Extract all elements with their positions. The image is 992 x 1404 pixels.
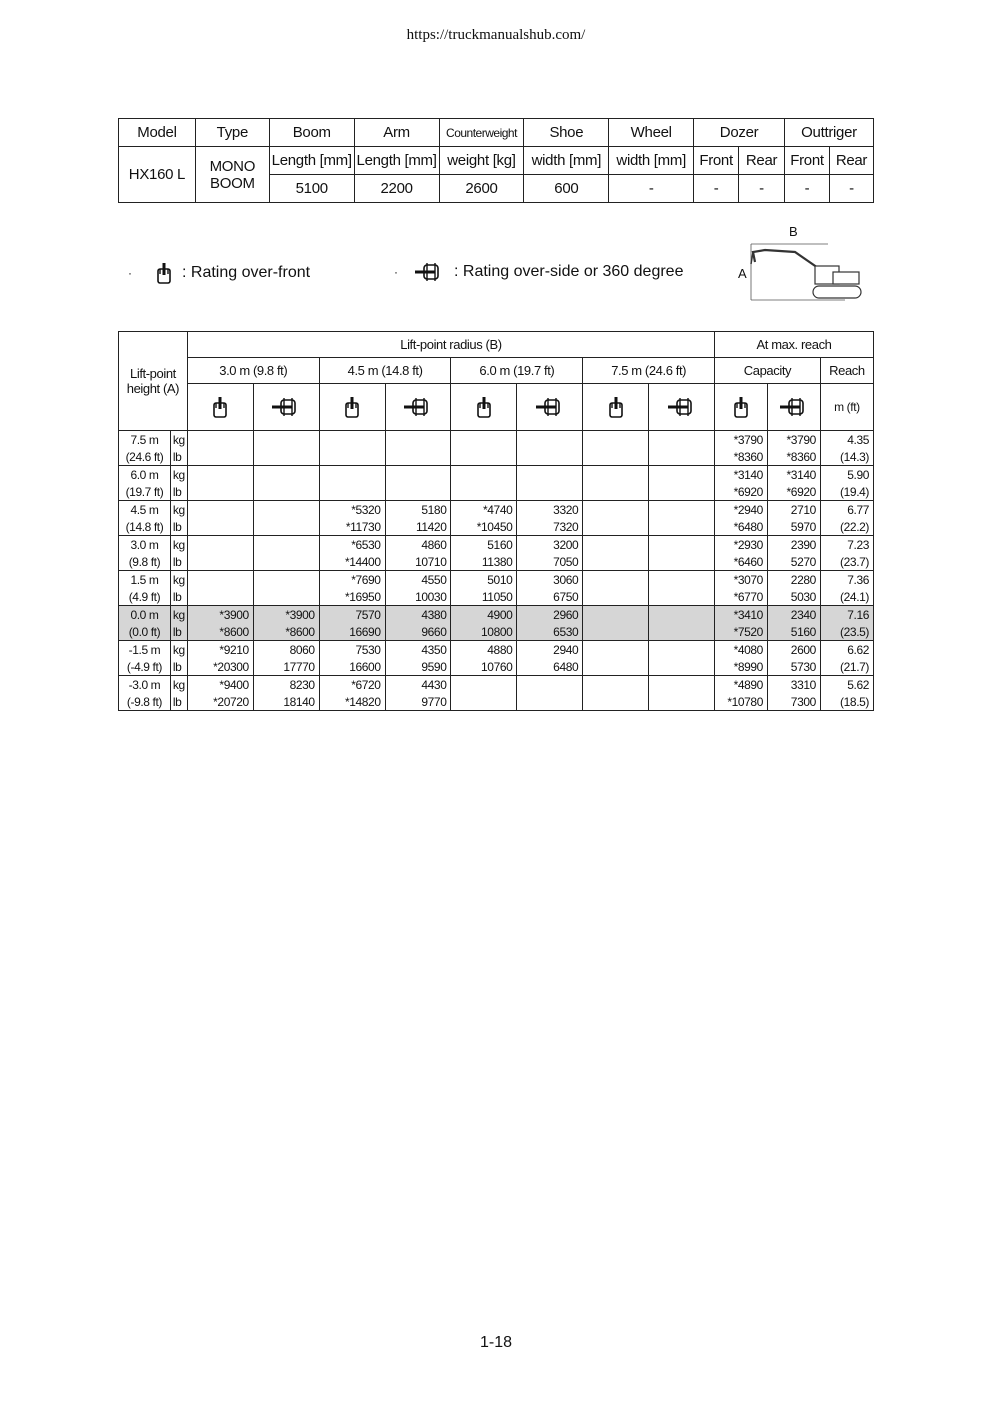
load-value-cell — [583, 553, 649, 571]
load-value-cell — [583, 431, 649, 449]
load-value-cell: 5970 — [767, 518, 820, 536]
load-value-cell — [385, 431, 451, 449]
load-value-cell: 6480 — [517, 658, 583, 676]
diagram-label-a: A — [738, 266, 747, 281]
legend-front-label: : Rating over-front — [182, 264, 311, 281]
unit-label: kg — [170, 466, 187, 484]
load-value-cell: *8600 — [187, 623, 253, 641]
load-value-cell — [253, 501, 319, 519]
load-value-cell — [517, 448, 583, 466]
load-value-cell — [385, 483, 451, 501]
over-side-icon — [414, 262, 444, 282]
load-value-cell: 6750 — [517, 588, 583, 606]
load-value-cell: 10710 — [385, 553, 451, 571]
load-value-cell — [583, 466, 649, 484]
load-value-cell: *8990 — [715, 658, 768, 676]
spec-header-boom: Boom — [269, 119, 354, 147]
load-value-cell: 4550 — [385, 571, 451, 589]
load-value-cell: 4860 — [385, 536, 451, 554]
load-value-cell: *8360 — [767, 448, 820, 466]
load-value-cell: 18140 — [253, 693, 319, 711]
lift-height-ft: (24.6 ft) — [119, 448, 171, 466]
spec-subheader-row — [119, 147, 874, 175]
reach-header: Reach — [820, 358, 873, 384]
load-value-cell — [517, 431, 583, 449]
unit-label: lb — [170, 553, 187, 571]
load-row-kg — [119, 501, 874, 519]
load-value-cell: 7320 — [517, 518, 583, 536]
load-value-cell: *3790 — [715, 431, 768, 449]
spec-sub-counterweight: weight [kg] — [439, 147, 524, 175]
load-value-cell: 7530 — [319, 641, 385, 659]
spec-header-shoe: Shoe — [524, 119, 609, 147]
load-row-kg — [119, 571, 874, 589]
load-value-cell: 4350 — [385, 641, 451, 659]
unit-label: lb — [170, 448, 187, 466]
load-value-cell — [649, 623, 715, 641]
load-value-cell: 7300 — [767, 693, 820, 711]
spec-type — [195, 147, 269, 203]
load-value-cell: *7690 — [319, 571, 385, 589]
load-value-cell — [253, 448, 319, 466]
load-value-cell: *3900 — [253, 606, 319, 624]
spec-value-shoe: 600 — [524, 175, 609, 203]
spec-value-boom: 5100 — [269, 175, 354, 203]
load-value-cell: 2280 — [767, 571, 820, 589]
load-value-cell — [253, 431, 319, 449]
load-value-cell: 4430 — [385, 676, 451, 694]
load-value-cell: 3200 — [517, 536, 583, 554]
load-value-cell — [319, 483, 385, 501]
load-value-cell: *6480 — [715, 518, 768, 536]
spec-header-model: Model — [119, 119, 196, 147]
load-value-cell: 2960 — [517, 606, 583, 624]
spec-sub-dozer-front: Front — [694, 147, 739, 175]
load-value-cell: (21.7) — [820, 658, 873, 676]
lift-point-header — [119, 332, 188, 431]
load-value-cell: *16950 — [319, 588, 385, 606]
load-value-cell: (14.3) — [820, 448, 873, 466]
spec-table — [118, 118, 874, 203]
load-value-cell — [385, 448, 451, 466]
spec-sub-boom: Length [mm] — [269, 147, 354, 175]
over-front-icon — [187, 384, 253, 431]
lift-height-m: 3.0 m — [119, 536, 171, 554]
load-value-cell — [187, 518, 253, 536]
spec-value-outtriger-front: - — [785, 175, 830, 203]
spec-header-arm: Arm — [354, 119, 439, 147]
spec-type-line1: MONO — [209, 157, 256, 175]
load-value-cell — [517, 676, 583, 694]
spec-header-type: Type — [195, 119, 269, 147]
load-value-cell — [583, 623, 649, 641]
load-value-cell — [583, 448, 649, 466]
lift-height-m: 4.5 m — [119, 501, 171, 519]
load-value-cell: *20300 — [187, 658, 253, 676]
spec-sub-outtriger-rear: Rear — [829, 147, 873, 175]
load-value-cell — [451, 431, 517, 449]
load-value-cell — [187, 431, 253, 449]
load-value-cell: 4.35 — [820, 431, 873, 449]
load-value-cell — [451, 466, 517, 484]
load-value-cell — [253, 466, 319, 484]
load-header-row-2 — [119, 358, 874, 384]
load-row-lb — [119, 483, 874, 501]
lift-height-ft: (4.9 ft) — [119, 588, 171, 606]
lift-height-m: -3.0 m — [119, 676, 171, 694]
load-value-cell: 6.62 — [820, 641, 873, 659]
spec-value-outtriger-rear: - — [829, 175, 873, 203]
load-value-cell: 2710 — [767, 501, 820, 519]
load-value-cell: *5320 — [319, 501, 385, 519]
unit-label: kg — [170, 641, 187, 659]
load-value-cell: 5.62 — [820, 676, 873, 694]
spec-type-line2: BOOM — [210, 174, 255, 192]
load-value-cell: (24.1) — [820, 588, 873, 606]
load-value-cell: 3320 — [517, 501, 583, 519]
load-value-cell: 5010 — [451, 571, 517, 589]
load-value-cell — [583, 518, 649, 536]
load-value-cell: *14400 — [319, 553, 385, 571]
lift-height-ft: (-4.9 ft) — [119, 658, 171, 676]
load-value-cell — [583, 483, 649, 501]
load-value-cell: *2940 — [715, 501, 768, 519]
load-value-cell — [583, 676, 649, 694]
load-value-cell: 6.77 — [820, 501, 873, 519]
spec-sub-dozer-rear: Rear — [739, 147, 785, 175]
unit-label: lb — [170, 693, 187, 711]
load-value-cell: 2600 — [767, 641, 820, 659]
load-value-cell — [253, 518, 319, 536]
load-value-cell: 4380 — [385, 606, 451, 624]
legend-side-label: : Rating over-side or 360 degree — [454, 263, 684, 280]
spec-model: HX160 L — [119, 147, 196, 203]
load-value-cell — [517, 483, 583, 501]
load-value-cell: 5160 — [767, 623, 820, 641]
diagram-label-b: B — [789, 224, 798, 239]
spec-value-wheel: - — [609, 175, 694, 203]
page-number: 1-18 — [479, 1334, 513, 1351]
load-value-cell: 7570 — [319, 606, 385, 624]
lift-height-m: 1.5 m — [119, 571, 171, 589]
load-value-cell: *6530 — [319, 536, 385, 554]
over-front-icon — [319, 384, 385, 431]
header-url: https://truckmanualshub.com/ — [406, 27, 586, 43]
load-value-cell — [517, 466, 583, 484]
lift-height-m: -1.5 m — [119, 641, 171, 659]
load-value-cell: 2940 — [517, 641, 583, 659]
load-value-cell — [649, 658, 715, 676]
load-value-cell: 11380 — [451, 553, 517, 571]
load-value-cell: *6460 — [715, 553, 768, 571]
lift-height-m: 6.0 m — [119, 466, 171, 484]
unit-label: kg — [170, 676, 187, 694]
load-value-cell: *10780 — [715, 693, 768, 711]
load-value-cell: *6720 — [319, 676, 385, 694]
over-front-icon — [156, 262, 172, 284]
load-value-cell — [253, 553, 319, 571]
load-row-kg — [119, 676, 874, 694]
load-value-cell: 10800 — [451, 623, 517, 641]
load-value-cell — [451, 676, 517, 694]
over-side-icon — [767, 384, 820, 431]
load-value-cell: *6770 — [715, 588, 768, 606]
load-value-cell — [583, 588, 649, 606]
load-value-cell — [319, 466, 385, 484]
load-value-cell: (23.5) — [820, 623, 873, 641]
load-value-cell: 16690 — [319, 623, 385, 641]
load-value-cell: 5180 — [385, 501, 451, 519]
load-value-cell: 7.36 — [820, 571, 873, 589]
load-value-cell: *8360 — [715, 448, 768, 466]
load-value-cell — [187, 571, 253, 589]
load-row-lb — [119, 693, 874, 711]
load-header-row-1 — [119, 332, 874, 358]
spec-header-wheel: Wheel — [609, 119, 694, 147]
lift-height-ft: (0.0 ft) — [119, 623, 171, 641]
load-value-cell — [649, 676, 715, 694]
spec-sub-arm: Length [mm] — [354, 147, 439, 175]
load-value-cell: *9210 — [187, 641, 253, 659]
unit-label: lb — [170, 518, 187, 536]
load-value-cell: *3140 — [767, 466, 820, 484]
load-value-cell: *4080 — [715, 641, 768, 659]
load-value-cell — [253, 483, 319, 501]
load-row-kg — [119, 431, 874, 449]
load-value-cell: *11730 — [319, 518, 385, 536]
load-value-cell — [253, 536, 319, 554]
radius-3m: 3.0 m (9.8 ft) — [187, 358, 319, 384]
load-value-cell: *10450 — [451, 518, 517, 536]
lift-height-ft: (9.8 ft) — [119, 553, 171, 571]
spec-sub-outtriger-front: Front — [785, 147, 830, 175]
unit-label: kg — [170, 536, 187, 554]
spec-value-dozer-rear: - — [739, 175, 785, 203]
spec-value-counterweight: 2600 — [439, 175, 524, 203]
load-row-kg — [119, 536, 874, 554]
legend-side — [394, 262, 683, 282]
load-row-lb — [119, 588, 874, 606]
load-value-cell: 3060 — [517, 571, 583, 589]
unit-label: lb — [170, 658, 187, 676]
load-value-cell: 11420 — [385, 518, 451, 536]
load-value-cell — [583, 571, 649, 589]
load-value-cell: 9660 — [385, 623, 451, 641]
radius-4-5m: 4.5 m (14.8 ft) — [319, 358, 451, 384]
spec-header-row — [119, 119, 874, 147]
load-value-cell — [517, 693, 583, 711]
legend-bullet: · — [394, 265, 398, 279]
load-value-cell: 9590 — [385, 658, 451, 676]
load-row-lb — [119, 518, 874, 536]
load-value-cell: 17770 — [253, 658, 319, 676]
over-front-icon — [583, 384, 649, 431]
load-value-cell: *20720 — [187, 693, 253, 711]
load-value-cell — [649, 536, 715, 554]
lift-height-ft: (14.8 ft) — [119, 518, 171, 536]
load-value-cell: (19.4) — [820, 483, 873, 501]
load-value-cell — [649, 553, 715, 571]
load-row-lb — [119, 553, 874, 571]
unit-label: kg — [170, 501, 187, 519]
load-value-cell: 7.16 — [820, 606, 873, 624]
load-value-cell — [583, 641, 649, 659]
unit-label: lb — [170, 483, 187, 501]
load-value-cell — [649, 518, 715, 536]
load-value-cell — [583, 501, 649, 519]
load-value-cell: *14820 — [319, 693, 385, 711]
load-value-cell: 2390 — [767, 536, 820, 554]
load-value-cell: *4890 — [715, 676, 768, 694]
over-side-icon — [385, 384, 451, 431]
load-value-cell: 4900 — [451, 606, 517, 624]
load-value-cell: 8060 — [253, 641, 319, 659]
radius-6m: 6.0 m (19.7 ft) — [451, 358, 583, 384]
spec-value-arm: 2200 — [354, 175, 439, 203]
load-value-cell — [187, 466, 253, 484]
load-value-cell — [583, 658, 649, 676]
lift-height-m: 7.5 m — [119, 431, 171, 449]
load-value-cell — [385, 466, 451, 484]
load-value-cell — [451, 483, 517, 501]
over-front-icon — [715, 384, 768, 431]
load-value-cell: (18.5) — [820, 693, 873, 711]
lift-height-m: 0.0 m — [119, 606, 171, 624]
load-value-cell: 5.90 — [820, 466, 873, 484]
spec-sub-wheel: width [mm] — [609, 147, 694, 175]
excavator-diagram — [735, 222, 865, 304]
load-value-cell: 6530 — [517, 623, 583, 641]
load-value-cell: (22.2) — [820, 518, 873, 536]
load-value-cell — [649, 641, 715, 659]
load-icon-row — [119, 384, 874, 431]
load-value-cell — [649, 448, 715, 466]
spec-header-dozer: Dozer — [694, 119, 785, 147]
load-row-kg — [119, 606, 874, 624]
load-value-cell: *2930 — [715, 536, 768, 554]
load-value-cell: *3900 — [187, 606, 253, 624]
lift-radius-header: Lift-point radius (B) — [187, 332, 714, 358]
load-value-cell: *7520 — [715, 623, 768, 641]
spec-header-outtriger: Outtriger — [785, 119, 874, 147]
load-value-cell — [253, 571, 319, 589]
load-value-cell: *6920 — [715, 483, 768, 501]
load-row-kg — [119, 641, 874, 659]
load-value-cell: *3140 — [715, 466, 768, 484]
legend-front — [128, 262, 310, 284]
load-value-cell — [583, 536, 649, 554]
legend-bullet: · — [128, 266, 132, 280]
load-row-lb — [119, 448, 874, 466]
spec-value-dozer-front: - — [694, 175, 739, 203]
lift-point-line2: height (A) — [126, 381, 180, 396]
load-value-cell — [187, 448, 253, 466]
lift-point-line1: Lift-point — [130, 366, 176, 381]
load-table — [118, 331, 874, 711]
load-value-cell: 7050 — [517, 553, 583, 571]
lift-height-ft: (-9.8 ft) — [119, 693, 171, 711]
load-value-cell — [649, 431, 715, 449]
load-value-cell — [187, 588, 253, 606]
unit-label: kg — [170, 606, 187, 624]
load-value-cell — [649, 606, 715, 624]
load-value-cell — [319, 431, 385, 449]
load-value-cell: *6920 — [767, 483, 820, 501]
load-row-lb — [119, 658, 874, 676]
over-side-icon — [253, 384, 319, 431]
load-value-cell — [649, 466, 715, 484]
load-value-cell: 7.23 — [820, 536, 873, 554]
load-value-cell — [187, 483, 253, 501]
load-value-cell: *3070 — [715, 571, 768, 589]
unit-label: lb — [170, 588, 187, 606]
load-row-lb — [119, 623, 874, 641]
load-value-cell: 2340 — [767, 606, 820, 624]
radius-7-5m: 7.5 m (24.6 ft) — [583, 358, 715, 384]
unit-label: kg — [170, 571, 187, 589]
load-value-cell: 16600 — [319, 658, 385, 676]
load-value-cell: 10760 — [451, 658, 517, 676]
load-value-cell: *9400 — [187, 676, 253, 694]
load-value-cell — [187, 501, 253, 519]
load-value-cell: *8600 — [253, 623, 319, 641]
load-value-cell: 4880 — [451, 641, 517, 659]
load-value-cell: 11050 — [451, 588, 517, 606]
load-value-cell — [451, 693, 517, 711]
lift-height-ft: (19.7 ft) — [119, 483, 171, 501]
max-reach-header: At max. reach — [715, 332, 874, 358]
load-value-cell — [649, 588, 715, 606]
load-value-cell — [583, 606, 649, 624]
load-value-cell — [649, 693, 715, 711]
load-value-cell — [649, 501, 715, 519]
unit-label: lb — [170, 623, 187, 641]
load-value-cell: 9770 — [385, 693, 451, 711]
load-value-cell: 3310 — [767, 676, 820, 694]
load-row-kg — [119, 466, 874, 484]
load-value-cell: *3410 — [715, 606, 768, 624]
load-value-cell — [187, 553, 253, 571]
load-value-cell: *4740 — [451, 501, 517, 519]
load-value-cell — [649, 571, 715, 589]
load-value-cell — [253, 588, 319, 606]
spec-sub-shoe: width [mm] — [524, 147, 609, 175]
over-front-icon — [451, 384, 517, 431]
reach-unit: m (ft) — [820, 384, 873, 431]
load-value-cell — [649, 483, 715, 501]
over-side-icon — [649, 384, 715, 431]
load-value-cell: 5160 — [451, 536, 517, 554]
unit-label: kg — [170, 431, 187, 449]
spec-header-counterweight: Counterweight — [439, 119, 524, 147]
load-value-cell: 10030 — [385, 588, 451, 606]
over-side-icon — [517, 384, 583, 431]
load-value-cell — [319, 448, 385, 466]
load-value-cell: 5030 — [767, 588, 820, 606]
load-value-cell: *3790 — [767, 431, 820, 449]
load-value-cell: 5270 — [767, 553, 820, 571]
load-value-cell — [187, 536, 253, 554]
load-value-cell — [451, 448, 517, 466]
load-value-cell: 8230 — [253, 676, 319, 694]
capacity-header: Capacity — [715, 358, 821, 384]
load-value-cell — [583, 693, 649, 711]
load-value-cell: (23.7) — [820, 553, 873, 571]
load-value-cell: 5730 — [767, 658, 820, 676]
